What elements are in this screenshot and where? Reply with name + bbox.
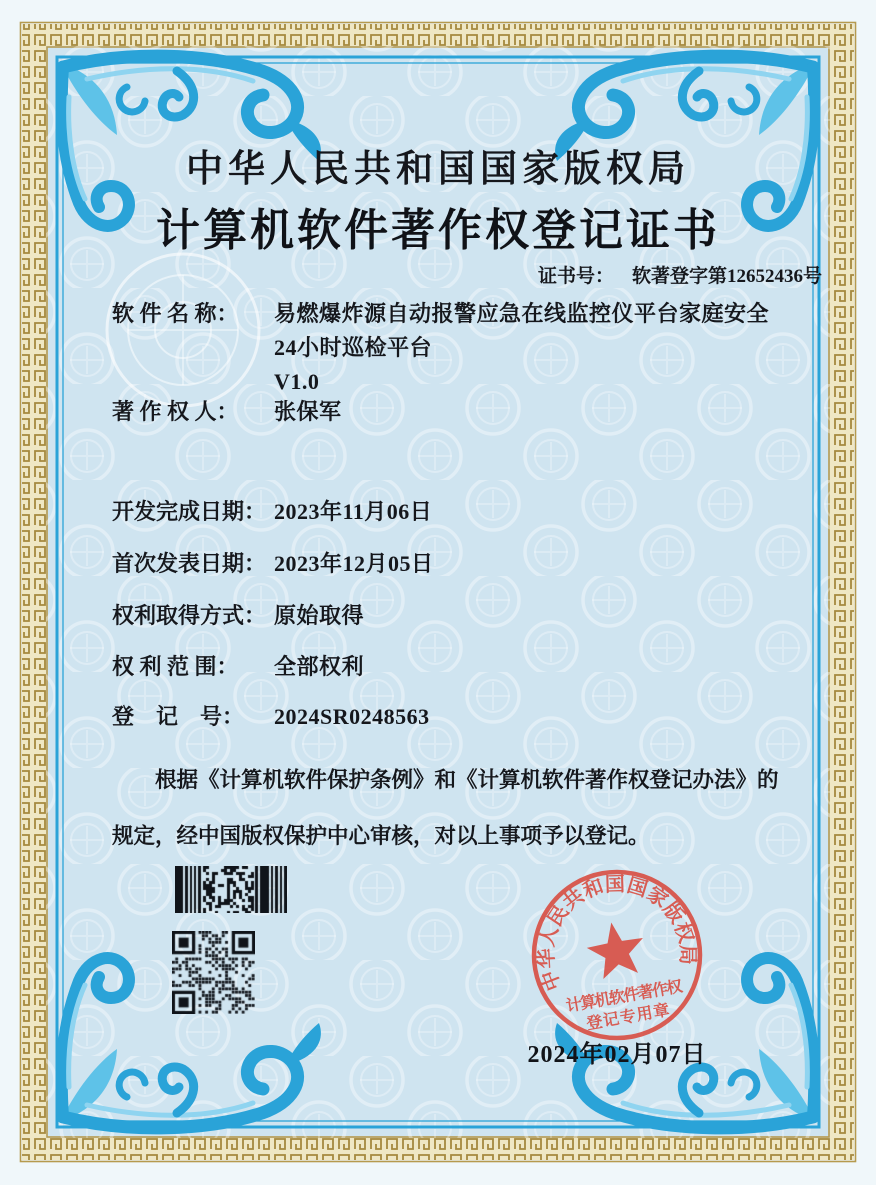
issue-date: 2024年02月07日 [527,1042,707,1068]
seal-text-line-1: 计算机软件著作权 [564,978,684,1016]
field-label: 权 利 范 围： [112,654,239,679]
field-label: 开发完成日期： [112,499,267,524]
field-dev-complete-date [112,495,816,529]
registration-statement [112,752,779,864]
registration-no-value: 2024SR0248563 [274,704,430,729]
statement-line-2: 规定，经中国版权保护中心审核，对以上事项予以登记。 [112,824,650,848]
statement-line-1: 根据《计算机软件保护条例》和《计算机软件著作权登记办法》的 [155,768,779,792]
field-label: 软 件 名 称： [112,301,239,326]
qr-code [172,931,255,1014]
rights-scope-value: 全部权利 [274,654,365,679]
issuing-authority-title: 中华人民共和国国家版权局 [186,149,690,190]
official-seal [517,855,717,1055]
field-label: 著 作 权 人： [112,399,239,424]
seal-text-line-2: 登记专用章 [585,1001,671,1034]
certificate-number [538,261,822,288]
software-version: V1.0 [274,369,320,394]
field-software-name [112,297,816,399]
certificate-number-value: 软著登字第12652436号 [632,266,823,287]
star-icon [583,918,649,981]
copyright-owner-value: 张保军 [274,399,342,424]
certificate-number-label: 证书号： [538,266,615,287]
field-label: 登 记 号： [112,704,245,729]
rights-acquisition-value: 原始取得 [274,603,365,628]
field-rights-scope [112,650,816,684]
software-name-line-1: 易燃爆炸源自动报警应急在线监控仪平台家庭安全 [274,301,770,326]
barcode-2d [175,866,287,913]
field-value [274,297,816,399]
software-name-line-2: 24小时巡检平台 [274,335,433,360]
first-publish-date-value: 2023年12月05日 [274,551,434,576]
field-registration-no [112,700,816,734]
dev-complete-date-value: 2023年11月06日 [274,499,433,524]
field-label: 权利取得方式： [112,603,267,628]
field-copyright-owner [112,395,816,429]
field-first-publish-date [112,547,816,581]
field-rights-acquisition [112,599,816,633]
field-label: 首次发表日期： [112,551,267,576]
certificate-title: 计算机软件著作权登记证书 [156,206,720,255]
seal-ring-text: 中华人民共和国国家版权局 [535,873,698,994]
